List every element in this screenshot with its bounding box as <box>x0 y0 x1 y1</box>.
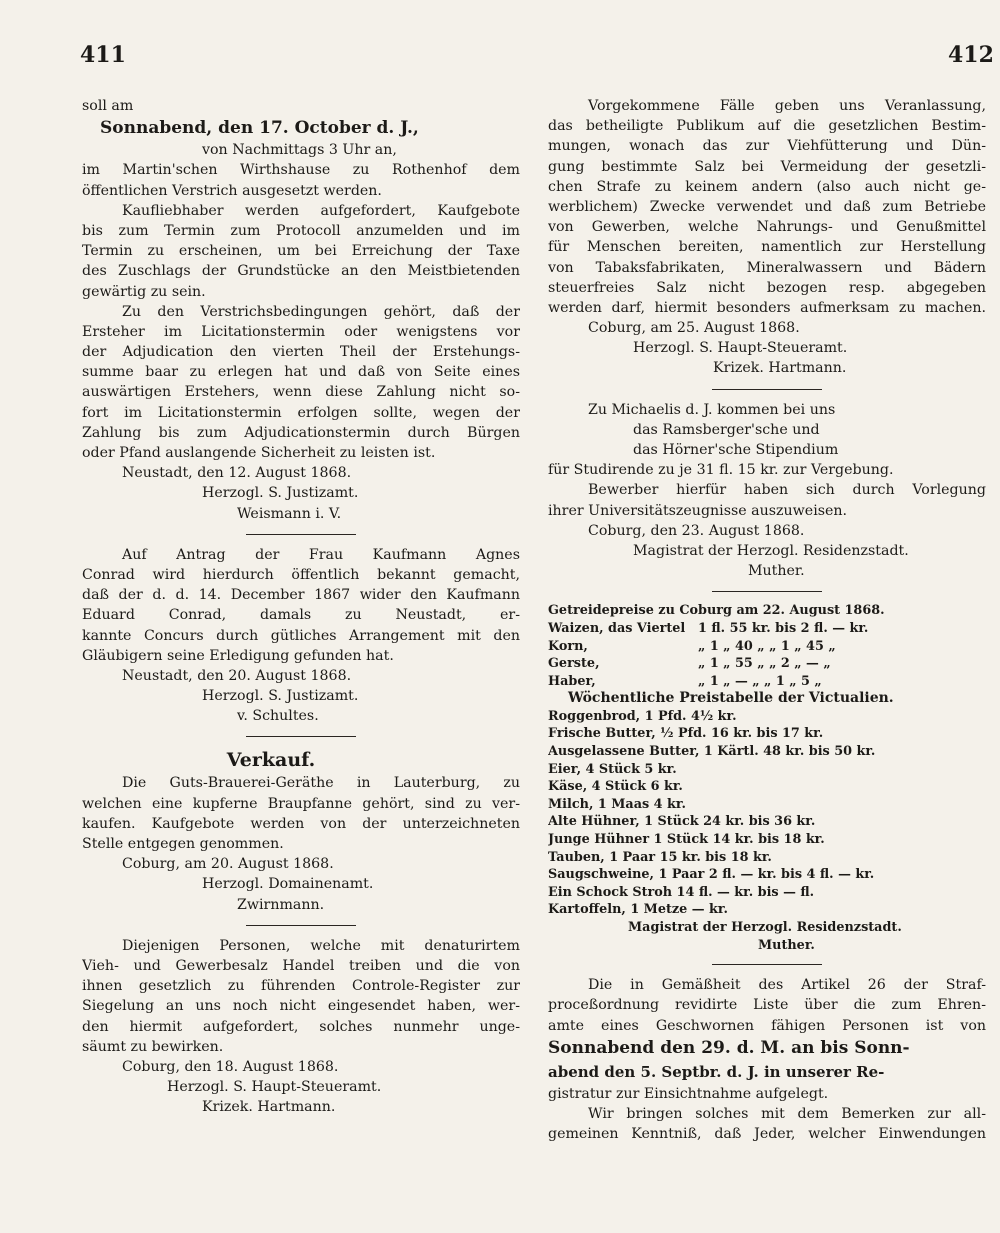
notice-salt-register <box>82 936 520 1118</box>
text-line: mungen, wonach das zur Viehfütterung und Dün- <box>548 138 986 155</box>
text-line: das Ramsberger'sche und <box>633 421 820 438</box>
signature-office: Herzogl. S. Haupt-Steueramt. <box>167 1079 382 1096</box>
text-line: Stelle entgegen genommen. <box>82 836 284 852</box>
grain-prices-title: Getreidepreise zu Coburg am 22. August 1868. <box>548 603 885 619</box>
text-line: ihnen gesetzlich zu führenden Controle-Register zur <box>82 978 520 995</box>
signature-names: Krizek. Hartmann. <box>202 1099 336 1116</box>
text-line: öffentlichen Verstrich ausgesetzt werden. <box>82 182 382 199</box>
divider <box>712 964 822 965</box>
text-line: werden darf, hiermit besonders aufmerksam zu machen. <box>548 299 986 316</box>
grain-name: Gerste, <box>548 656 600 672</box>
grain-name: Waizen, das Viertel <box>548 620 686 636</box>
grain-price: „ 1 „ — „ „ 1 „ 5 „ <box>698 673 822 689</box>
victual-line: Roggenbrod, 1 Pfd. 4½ kr. <box>548 708 737 724</box>
notice-concurs <box>82 545 520 727</box>
text-line: säumt zu bewirken. <box>82 1038 224 1055</box>
dateline: Coburg, am 25. August 1868. <box>588 320 800 337</box>
text-line: amte eines Geschwornen fähigen Personen ist von <box>548 1017 986 1034</box>
text-line: soll am <box>82 98 134 114</box>
text-line: bis zum Termin zum Protocoll anzumelden und im <box>82 222 520 239</box>
divider <box>712 591 822 592</box>
text-line: proceßordnung revidirte Liste über die zum Ehren- <box>548 997 986 1014</box>
text-line: Wir bringen solches mit dem Bemerken zur all- <box>588 1105 986 1122</box>
text-line: fort im Licitationstermin erfolgen sollte, wegen der <box>82 404 520 421</box>
victual-line: Eier, 4 Stück 5 kr. <box>548 761 677 777</box>
divider <box>246 925 356 926</box>
victual-line: Kartoffeln, 1 Metze — kr. <box>548 902 728 918</box>
signature-office: Magistrat der Herzogl. Residenzstadt. <box>628 920 902 935</box>
text-line: das betheiligte Publikum auf die gesetzlichen Bestim- <box>548 118 986 135</box>
grain-price-row <box>548 673 986 691</box>
text-line: Eduard Conrad, damals zu Neustadt, er- <box>82 607 520 624</box>
left-column <box>82 96 520 1117</box>
victual-line: Ein Schock Stroh 14 fl. — kr. bis — fl. <box>548 884 815 900</box>
text-line: steuerfreies Salz nicht bezogen resp. abgegeben <box>548 279 986 296</box>
text-line: Termin zu erscheinen, um bei Erreichung der Taxe <box>82 243 520 260</box>
text-line: Kaufliebhaber werden aufgefordert, Kaufgebote <box>122 202 520 219</box>
text-line: welchen eine kupferne Braupfanne gehört, sind zu ver- <box>82 795 520 812</box>
text-line: Diejenigen Personen, welche mit denaturirtem <box>122 937 520 954</box>
text-line: Zahlung bis zum Adjudicationstermin durch Bürgen <box>82 424 520 441</box>
signature-office: Magistrat der Herzogl. Residenzstadt. <box>633 542 909 559</box>
grain-prices <box>548 602 986 690</box>
text-line: von Nachmittags 3 Uhr an, <box>202 142 397 159</box>
text-line: gewärtig zu sein. <box>82 283 206 300</box>
text-line: von Tabaksfabrikaten, Mineralwassern und Bädern <box>548 259 986 276</box>
grain-price: „ 1 „ 55 „ „ 2 „ — „ <box>698 656 831 672</box>
signature-office: Herzogl. Domainenamt. <box>202 876 374 893</box>
notice-jury-list <box>548 975 986 1144</box>
auction-date-line: Sonnabend, den 17. October d. J., <box>100 118 419 139</box>
text-line: Zu den Verstrichsbedingungen gehört, daß der <box>122 303 520 320</box>
signature-name: Muther. <box>758 937 815 953</box>
section-heading-sale: Verkauf. <box>226 749 316 772</box>
grain-price: „ 1 „ 40 „ „ 1 „ 45 „ <box>698 638 836 654</box>
signature-office: Herzogl. S. Justizamt. <box>202 485 359 502</box>
text-line: Bewerber hierfür haben sich durch Vorlegung <box>588 482 986 499</box>
notice-auction <box>82 96 520 524</box>
text-line: kannte Concurs durch gütliches Arrangement mit den <box>82 627 520 644</box>
dateline: Coburg, den 23. August 1868. <box>588 522 805 539</box>
text-line: Conrad wird hierdurch öffentlich bekannt gemacht, <box>82 566 520 583</box>
grain-name: Haber, <box>548 673 596 689</box>
text-line: für Menschen bereiten, namentlich zur Herstellung <box>548 239 986 256</box>
victual-line: Alte Hühner, 1 Stück 24 kr. bis 36 kr. <box>548 814 816 830</box>
grain-name: Korn, <box>548 638 588 654</box>
page-number-right: 412 <box>948 42 994 68</box>
page-number-left: 411 <box>80 42 126 68</box>
divider <box>712 389 822 390</box>
victual-line: Tauben, 1 Paar 15 kr. bis 18 kr. <box>548 849 772 865</box>
divider <box>246 534 356 535</box>
text-line: der Adjudication den vierten Theil der Erstehungs- <box>82 344 520 361</box>
text-line: den hiermit aufgefordert, solches nunmehr unge- <box>82 1018 520 1035</box>
signature-names: Krizek. Hartmann. <box>713 360 847 377</box>
text-line: werblichem) Zwecke verwendet und daß zum Betriebe <box>548 198 986 215</box>
text-line: gemeinen Kenntniß, daß Jeder, welcher Einwendungen <box>548 1126 986 1143</box>
text-line: Die Guts-Brauerei-Geräthe in Lauterburg, zu <box>122 775 520 792</box>
notice-stipend <box>548 400 986 582</box>
text-line: oder Pfand auslangende Sicherheit zu leisten ist. <box>82 445 436 461</box>
text-line: Ersteher im Licitationstermin oder wenigstens vor <box>82 323 520 340</box>
victual-line: Junge Hühner 1 Stück 14 kr. bis 18 kr. <box>548 832 825 848</box>
text-line: summe baar zu erlegen hat und daß von Seite eines <box>82 364 520 381</box>
victual-line: Milch, 1 Maas 4 kr. <box>548 796 686 812</box>
grain-price-row <box>548 655 986 673</box>
victual-line: Ausgelassene Butter, 1 Kärtl. 48 kr. bis 50 kr. <box>548 744 876 760</box>
text-line: für Studirende zu je 31 fl. 15 kr. zur Vergebung. <box>548 462 894 479</box>
text-line: auswärtigen Erstehers, wenn diese Zahlung nicht so- <box>82 384 520 401</box>
notice-sale <box>82 773 520 914</box>
dateline: Coburg, am 20. August 1868. <box>122 856 334 873</box>
grain-price-row <box>548 620 986 638</box>
text-line: Vieh- und Gewerbesalz Handel treiben und die von <box>82 957 520 974</box>
victual-line: Käse, 4 Stück 6 kr. <box>548 779 683 795</box>
signature-name: v. Schultes. <box>237 708 319 725</box>
text-line: ihrer Universitätszeugnisse auszuweisen. <box>548 502 848 519</box>
text-line: daß der d. d. 14. December 1867 wider den Kaufmann <box>82 587 520 604</box>
signature-name: Muther. <box>748 563 805 580</box>
victuals-title: Wöchentliche Preistabelle der Victualien. <box>568 690 894 707</box>
victual-line: Saugschweine, 1 Paar 2 fl. — kr. bis 4 fl. — kr. <box>548 867 875 883</box>
right-column <box>548 96 986 1144</box>
victuals-prices <box>548 690 986 954</box>
signature-name: Zwirnmann. <box>237 896 325 913</box>
text-line: des Zuschlags der Grundstücke an den Meistbietenden <box>82 263 520 280</box>
dateline: Neustadt, den 20. August 1868. <box>122 667 352 684</box>
text-line: Auf Antrag der Frau Kaufmann Agnes <box>122 546 520 563</box>
signature-office: Herzogl. S. Haupt-Steueramt. <box>633 340 848 357</box>
text-line: das Hörner'sche Stipendium <box>633 442 839 458</box>
victual-line: Frische Butter, ½ Pfd. 16 kr. bis 17 kr. <box>548 726 824 742</box>
jury-dates-line: abend den 5. Septbr. d. J. in unserer Re- <box>548 1062 885 1081</box>
signature-office: Herzogl. S. Justizamt. <box>202 688 359 705</box>
text-line: Die in Gemäßheit des Artikel 26 der Straf- <box>588 977 986 994</box>
divider <box>246 736 356 737</box>
text-line: Vorgekommene Fälle geben uns Veranlassung, <box>588 98 986 114</box>
text-line: Siegelung an uns noch nicht eingesendet haben, wer- <box>82 998 520 1015</box>
jury-dates-line: Sonnabend den 29. d. M. an bis Sonn- <box>548 1037 910 1058</box>
grain-price-row <box>548 638 986 656</box>
grain-price: 1 fl. 55 kr. bis 2 fl. — kr. <box>698 620 869 636</box>
dateline: Neustadt, den 12. August 1868. <box>122 465 352 482</box>
dateline: Coburg, den 18. August 1868. <box>122 1058 339 1075</box>
text-line: im Martin'schen Wirthshause zu Rothenhof dem <box>82 162 520 179</box>
notice-salt-use <box>548 96 986 379</box>
text-line: gistratur zur Einsichtnahme aufgelegt. <box>548 1085 829 1102</box>
text-line: gung bestimmte Salz bei Vermeidung der gesetzli- <box>548 158 986 175</box>
text-line: kaufen. Kaufgebote werden von der unterzeichneten <box>82 815 520 832</box>
text-line: chen Strafe zu keinem andern (also auch nicht ge- <box>548 178 986 195</box>
signature-name: Weismann i. V. <box>237 505 342 522</box>
text-line: Gläubigern seine Erledigung gefunden hat. <box>82 647 394 664</box>
text-line: Zu Michaelis d. J. kommen bei uns <box>588 401 836 418</box>
text-line: von Gewerben, welche Nahrungs- und Genußmittel <box>548 219 986 236</box>
